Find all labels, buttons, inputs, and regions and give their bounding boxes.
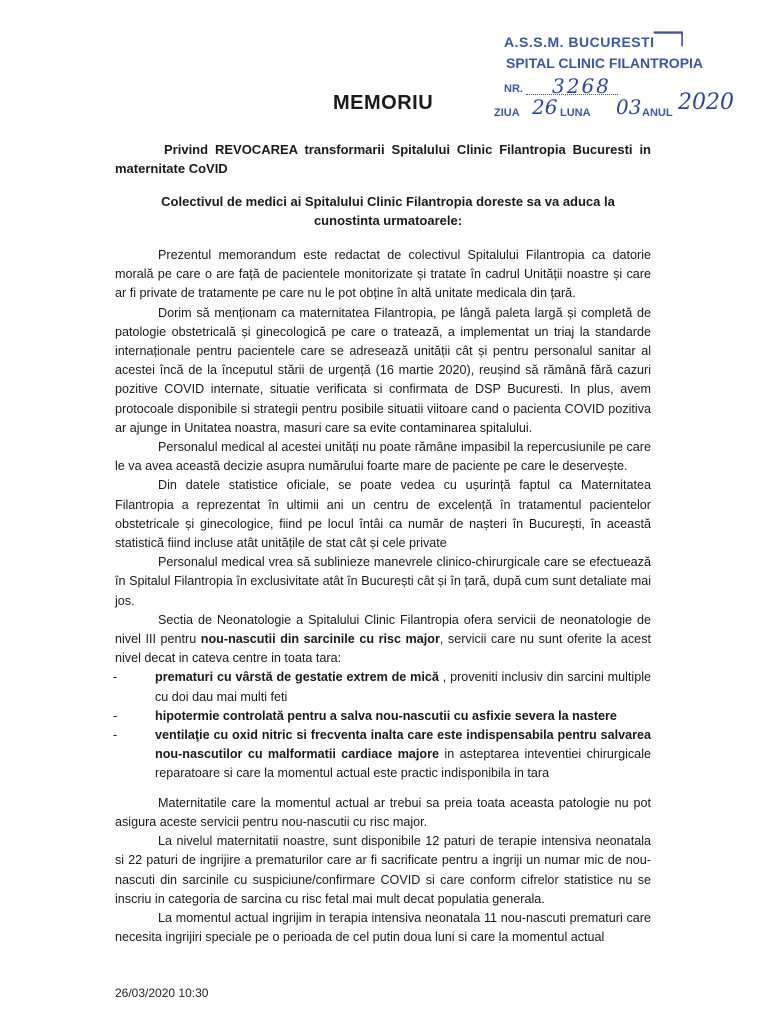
document-subtitle: Privind REVOCAREA transformarii Spitalului Clinic Filantropia Bucuresti in maternitate CoVID — [115, 142, 651, 176]
stamp-month-value: 03 — [616, 95, 642, 119]
stamp-year-label: ANUL — [642, 107, 673, 119]
list-item-bold: prematuri cu vârstă de gestatie extrem de mică — [155, 670, 439, 685]
stamp-mark-icon: ▔▔▔▏ — [654, 32, 691, 46]
list-item-rest: , proveniti inclusiv din sarcini multiple cu doi dau mai multi feti — [155, 670, 652, 704]
paragraph-1: Prezentul memorandum este redactat de colectivul Spitalului Filantropia ca datorie morală pe care o are față de pacientele monitorizate și tratate în cadrul Unității noastre și care ar fi private de tratamente pe care nu le pot obține în altă unitate medicala din țară. — [115, 248, 651, 301]
list-item — [155, 726, 651, 784]
list-item — [155, 707, 651, 726]
paragraph-7: Maternitatile care la momentul actual ar trebui sa preia toata aceasta patologie nu pot asigura aceste servicii pentru nou-nascutii cu risc major. — [115, 795, 651, 829]
footer-timestamp: 26/03/2020 10:30 — [115, 986, 209, 1000]
registration-stamp — [494, 30, 744, 125]
services-list — [115, 668, 651, 783]
paragraph-8: La nivelul maternitatii noastre, sunt disponibile 12 paturi de terapie intensiva neonatala si 22 paturi de ingrijire a prematurilor care ar fi sacrificate pentru a ingriji un numar mic de nou-nascuti din sarcinile cu suspiciune/confirmare COVID si care conform cifrelor statistice nu se inscriu in categoria de sarcina cu risc fetal mai mult decat populatia generala. — [115, 834, 651, 906]
stamp-day-label: ZIUA — [494, 107, 520, 119]
stamp-hospital: SPITAL CLINIC FILANTROPIA — [506, 55, 704, 71]
stamp-year-value: 2020 — [678, 90, 734, 115]
list-item-rest: in asteptarea inteventiei chirurgicale reparatoare si care la momentul actual este practic indisponibila in tara — [155, 747, 651, 781]
document-title: MEMORIU — [333, 92, 434, 114]
paragraph-6 — [115, 611, 651, 669]
paragraph-9: La momentul actual ingrijim in terapia intensiva neonatala 11 nou-nascuti prematuri care necesita ingrijiri speciale pe o perioada de cel putin doua luni si care la momentul actual — [115, 910, 651, 945]
spacer — [115, 784, 651, 794]
paragraph-6-text-c: , servicii care nu sunt oferite la acest nivel decat in cateva centre in toata tara: — [115, 632, 651, 666]
paragraph-3: Personalul medical al acestei unități nu poate rămâne impasibil la repercusiunile pe care le va avea această decizie asupra numărului foarte mare de paciente pe care le deservește. — [115, 440, 651, 474]
stamp-day-value: 26 — [532, 95, 558, 119]
paragraph-6-text-a: Sectia de Neonatologie a Spitalului Clinic Filantropia ofera servicii de neonatologie de nivel III pentru — [115, 612, 651, 647]
document-body — [115, 246, 651, 947]
document-intro: Colectivul de medici ai Spitalului Clinic Filantropia doreste sa va aduca la cunostinta urmatoarele: — [161, 194, 615, 228]
paragraph-2: Dorim să menționam ca maternitatea Filantropia, pe lângă paleta largă și completă de patologie obstetricală și ginecologică pe care o tratează, a implementat un triaj la standarde internaționale pentru pacientele care se adresează unității cât și pentru personalul sanitar al acestei încă de la începutul stării de urgență (16 martie 2020), reușind să rămână fără cazuri pozitive COVID internate, situatie verificata si confirmata de DSP Bucuresti. In plus, avem protocoale disponibile si strategii pentru posibile situatii viitoare cand o pacienta COVID pozitiva ar ajunge in Unitatea noastra, masuri care sa evite contaminarea spitalului. — [115, 305, 651, 435]
list-item-bold: hipotermie controlată pentru a salva nou-nascutii cu asfixie severa la nastere — [155, 708, 617, 723]
list-item-bold: ventilaţie cu oxid nitric si frecventa inalta care este indispensabila pentru salvarea nou-nascutilor cu malformatii cardiace majore — [155, 728, 651, 762]
paragraph-6-emphasis: nou-nascutii din sarcinile cu risc major — [200, 632, 440, 647]
list-item — [155, 668, 651, 706]
paragraph-5: Personalul medical vrea să sublinieze manevrele clinico-chirurgicale care se efectuează în Spitalul Filantropia în exclusivitate atât în București cât și în țară, după cum sunt detaliate mai jos. — [115, 555, 651, 608]
stamp-nr-value: 3268 — [552, 74, 611, 98]
paragraph-4: Din datele statistice oficiale, se poate vedea cu ușurință faptul ca Maternitatea Filantropia a reprezentat în ultimii ani un centru de excelență în tratamentul pacientelor obstetricale și ginecologice, fiind pe locul întâi ca număr de nașteri în București, în această statistică fiind incluse atât unitățile de stat cât și cele private — [115, 478, 651, 551]
stamp-institution: A.S.S.M. BUCURESTI — [504, 34, 655, 50]
stamp-month-label: LUNA — [560, 107, 591, 119]
stamp-nr-label: NR. — [504, 83, 523, 95]
